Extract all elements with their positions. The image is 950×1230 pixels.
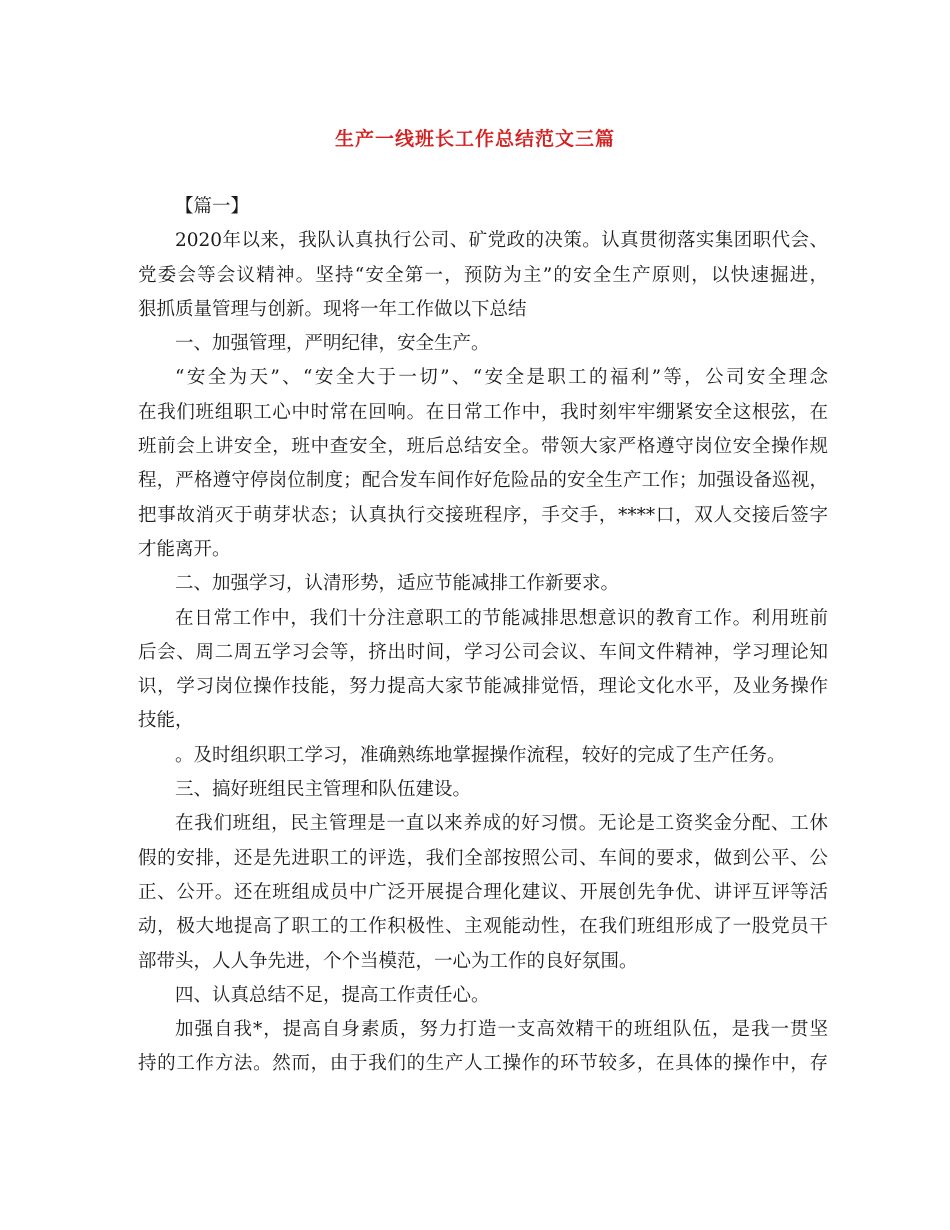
text-line: 【篇一】 (175, 196, 250, 217)
text-line: 在日常工作中，我们十分注意职工的节能减排思想意识的教育工作。利用班前 (175, 607, 828, 629)
text-line: 假的安排，还是先进职工的评选，我们全部按照公司、车间的要求，做到公平、公 (138, 847, 828, 869)
text-line: 在我们班组，民主管理是一直以来养成的好习惯。无论是工资奖金分配、工休 (175, 813, 828, 835)
text-line: 识，学习岗位操作技能，努力提高大家节能减排觉悟，理论文化水平，及业务操作 (138, 676, 828, 698)
text-line: “安全为天”、“安全大于一切”、“安全是职工的福利”等，公司安全理念 (175, 367, 828, 389)
text-line: 在我们班组职工心中时常在回响。在日常工作中，我时刻牢牢绷紧安全这根弦，在 (138, 401, 828, 423)
text-line: 后会、周二周五学习会等，挤出时间，学习公司会议、车间文件精神，学习理论知 (138, 641, 828, 663)
text-line: 持的工作方法。然而，由于我们的生产人工操作的环节较多，在具体的操作中，存 (138, 1053, 828, 1075)
text-line: 四、认真总结不足，提高工作责任心。 (175, 984, 490, 1006)
text-line: 一、加强管理，严明纪律，安全生产。 (175, 333, 490, 355)
text-line: 三、搞好班组民主管理和队伍建设。 (175, 779, 472, 801)
text-line: 加强自我*，提高自身素质，努力打造一支高效精干的班组队伍，是我一贯坚 (175, 1019, 828, 1041)
text-line: 党委会等会议精神。坚持“安全第一，预防为主”的安全生产原则，以快速掘进， (138, 264, 828, 286)
text-line: 技能， (138, 710, 194, 732)
text-line: 正、公开。还在班组成员中广泛开展提合理化建议、开展创先争优、讲评互评等活 (138, 881, 828, 903)
text-line: 把事故消灭于萌芽状态；认真执行交接班程序，手交手，****口，双人交接后签字 (138, 504, 828, 526)
text-line: 2020年以来，我队认真执行公司、矿党政的决策。认真贯彻落实集团职代会、 (175, 230, 828, 252)
text-line: 部带头，人人争先进，个个当模范，一心为工作的良好氛围。 (138, 950, 638, 972)
text-line: 才能离开。 (138, 538, 231, 560)
document-title: 生产一线班长工作总结范文三篇 (334, 128, 615, 150)
text-line: 动，极大地提高了职工的工作积极性、主观能动性，在我们班组形成了一股党员干 (138, 916, 828, 938)
text-line: 程，严格遵守停岗位制度；配合发车间作好危险品的安全生产工作；加强设备巡视， (138, 470, 828, 492)
text-line: 班前会上讲安全，班中查安全，班后总结安全。带领大家严格遵守岗位安全操作规 (138, 436, 828, 458)
text-line: 狠抓质量管理与创新。现将一年工作做以下总结 (138, 298, 527, 320)
document-body (138, 190, 828, 1082)
text-line: 二、加强学习，认清形势，适应节能减排工作新要求。 (175, 573, 620, 595)
text-line: 。及时组织职工学习，准确熟练地掌握操作流程，较好的完成了生产任务。 (175, 744, 786, 766)
